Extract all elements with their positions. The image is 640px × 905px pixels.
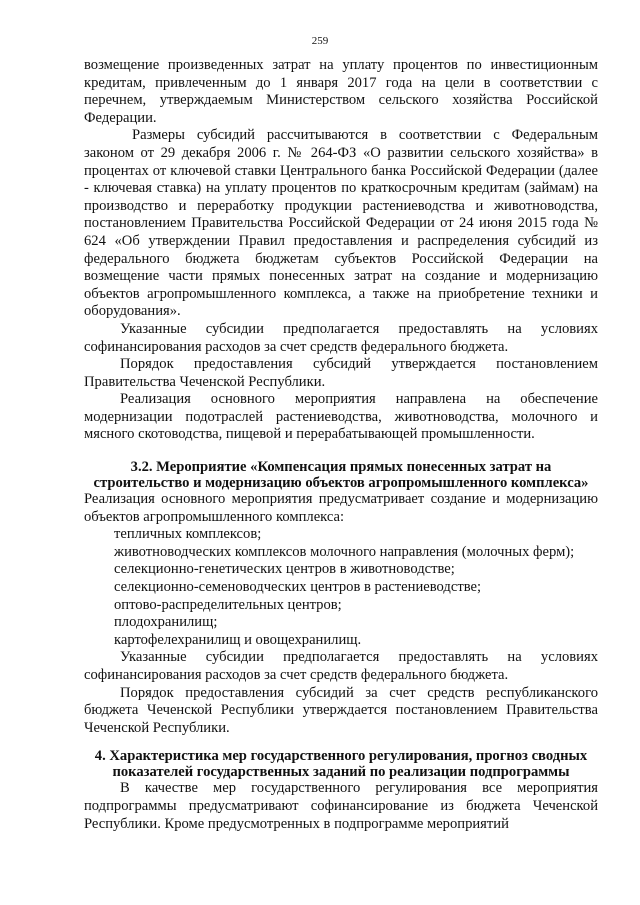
section-3-2-heading <box>84 459 598 491</box>
section-4-heading-line2: показателей государственных заданий по реализации подпрограммы <box>112 764 570 781</box>
section-3-2-heading-line1: 3.2. Мероприятие «Компенсация прямых понесенных затрат на <box>130 459 552 476</box>
paragraph-subsidy-size: Размеры субсидий рассчитываются в соответствии с Федеральным законом от 29 декабря 2006 г. № 264-ФЗ «О развитии сельского хозяйства» в процентах от ключевой ставки Центрального банка Российской Федерации (далее - ключевая ставка) на уплату процентов по краткосрочным кредитам (займам) на производство и переработку продукции растениеводства и животноводства, постановлением Правительства Российской Федерации от 24 июня 2015 года № 624 «Об утверждении Правил предоставления и распределения субсидий из федерального бюджета бюджетам субъектов Российской Федерации на возмещение части прямых понесенных затрат на создание и модернизацию объектов агропромышленного комплекса, а также на приобретение техники и оборудования». <box>84 127 598 320</box>
section-4-heading <box>84 748 598 780</box>
section-4-paragraph: В качестве мер государственного регулирования все мероприятия подпрограммы предусматривают софинансирование из бюджета Чеченской Республики. Кроме предусмотренных в подпрограмме мероприятий <box>84 780 598 832</box>
paragraph-procedure: Порядок предоставления субсидий утверждается постановлением Правительства Чеченской Республики. <box>84 356 598 390</box>
list-item: селекционно-семеноводческих центров в растениеводстве; <box>114 579 482 596</box>
paragraph-reimbursement: возмещение произведенных затрат на уплату процентов по инвестиционным кредитам, привлеченным до 1 января 2017 года на цели в соответствии с перечнем, утверждаемым Министерством сельского хозяйства Российской Федерации. <box>84 57 598 126</box>
list-item: животноводческих комплексов молочного направления (молочных ферм); <box>114 543 575 560</box>
facility-list <box>84 526 598 649</box>
section-3-2-conditions: Указанные субсидии предполагается предоставлять на условиях софинансирования расходов за счет средств федерального бюджета. <box>84 649 598 683</box>
list-item: картофелехранилищ и овощехранилищ. <box>114 631 362 648</box>
paragraph-modernization: Реализация основного мероприятия направлена на обеспечение модернизации подотраслей растениеводства, животноводства, молочного и мясного скотоводства, пищевой и перерабатывающей промышленности. <box>84 391 598 443</box>
list-item: селекционно-генетических центров в животноводстве; <box>114 561 455 578</box>
section-3-2-procedure: Порядок предоставления субсидий за счет средств республиканского бюджета Чеченской Республики утверждается постановлением Правительства Чеченской Республики. <box>84 684 598 736</box>
list-item: плодохранилищ; <box>114 614 218 631</box>
list-item: оптово-распределительных центров; <box>114 596 342 613</box>
paragraph-cofinancing: Указанные субсидии предполагается предоставлять на условиях софинансирования расходов за счет средств федерального бюджета. <box>84 320 598 355</box>
page-content <box>84 57 598 833</box>
section-3-2-heading-line2: строительство и модернизацию объектов агропромышленного комплекса» <box>93 475 589 492</box>
section-3-2-intro: Реализация основного мероприятия предусматривает создание и модернизацию объектов агропромышленного комплекса: <box>84 491 598 525</box>
list-item: тепличных комплексов; <box>114 526 262 543</box>
section-4-heading-line1: 4. Характеристика мер государственного регулирования, прогноз сводных <box>94 748 588 765</box>
page-number: 259 <box>311 35 329 47</box>
